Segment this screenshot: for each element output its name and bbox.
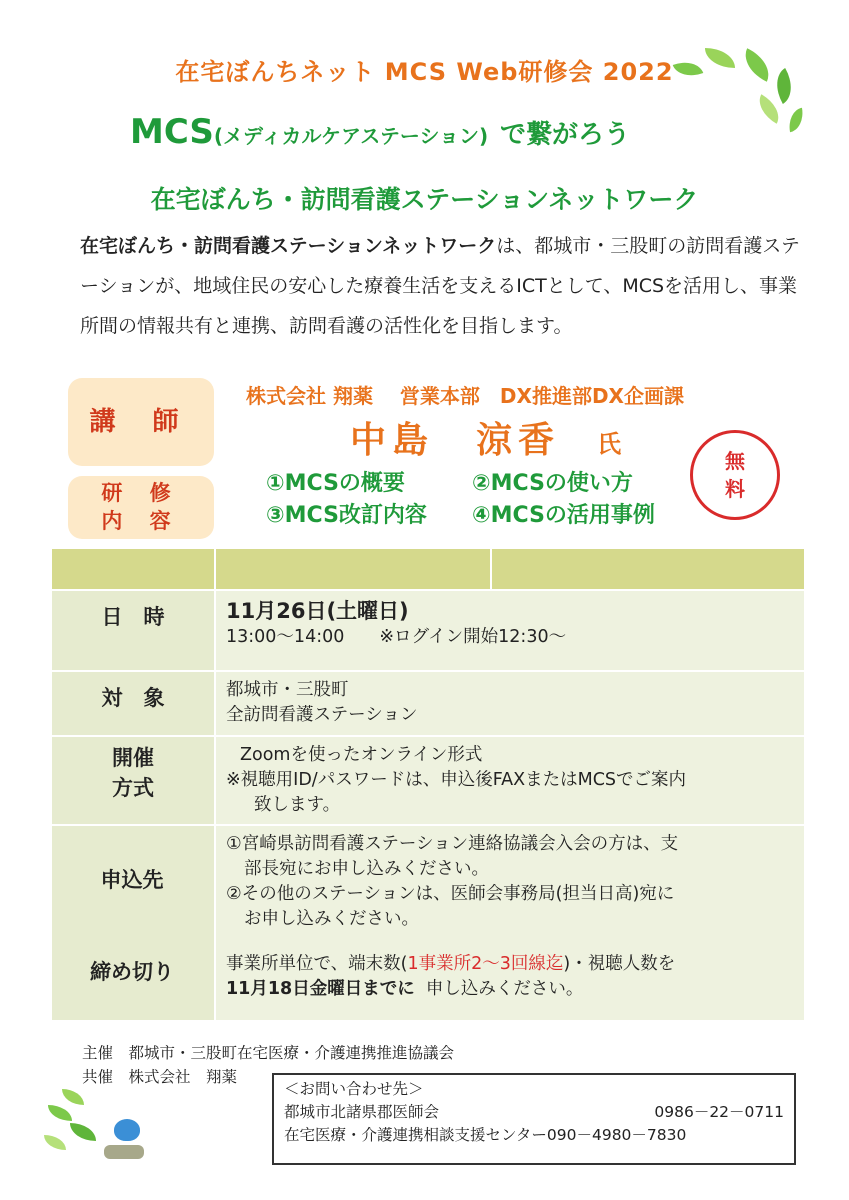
contact-tel-2: 090－4980－7830 <box>546 1126 687 1144</box>
free-badge <box>690 430 780 520</box>
table-header-row <box>51 548 805 590</box>
network-title: 在宅ぼんち・訪問看護ステーションネットワーク <box>150 185 699 214</box>
info-table <box>50 547 806 1022</box>
deadline-red: 1事業所2～3回線迄 <box>407 954 564 974</box>
cosponsor: 共催 株式会社 翔薬 <box>82 1068 238 1086</box>
lecturer-label: 講 師 <box>68 378 214 466</box>
method-line1: Zoomを使ったオンライン形式 <box>240 745 483 765</box>
training-label-line1: 研 修 <box>101 481 181 505</box>
method-value <box>215 736 805 825</box>
apply-line2: 部長宛にお申し込みください。 <box>244 859 489 879</box>
table-row-datetime <box>51 590 805 671</box>
deadline-label: 締め切り <box>90 960 174 984</box>
topic-4: ④MCSの活用事例 <box>472 503 655 528</box>
table-row-method <box>51 736 805 825</box>
free-badge-line1: 無 <box>725 449 745 473</box>
lecturer-suffix: 氏 <box>597 430 622 458</box>
topic-2: ②MCSの使い方 <box>472 471 633 496</box>
apply-line1: ①宮崎県訪問看護ステーション連絡協議会入会の方は、支 <box>226 834 679 854</box>
organizer: 主催 都城市・三股町在宅医療・介護連携推進協議会 <box>82 1044 455 1062</box>
lecturer-company: 株式会社 翔薬 営業本部 DX推進部DX企画課 <box>246 384 684 408</box>
method-label-line2: 方式 <box>112 776 154 800</box>
contact-heading: ＜お問い合わせ先＞ <box>284 1080 424 1098</box>
mcs-title: MCS <box>130 112 214 152</box>
apply-value <box>215 825 805 1021</box>
event-time: 13:00～14:00 ※ログイン開始12:30～ <box>226 627 567 647</box>
target-line1: 都城市・三股町 <box>226 680 349 700</box>
topic-3: ③MCS改訂内容 <box>266 503 427 528</box>
contact-tel-1: 0986－22－0711 <box>654 1103 784 1121</box>
table-header-cell <box>491 548 805 590</box>
table-header-cell <box>215 548 491 590</box>
deadline-bold: 11月18日金曜日までに <box>226 979 415 999</box>
mcs-paren: (メディカルケアステーション) <box>213 124 489 148</box>
slogan: で繋がろう <box>500 120 631 150</box>
apply-line4: お申し込みください。 <box>244 909 419 929</box>
topic-1: ①MCSの概要 <box>266 471 405 496</box>
table-row-apply <box>51 825 805 1021</box>
contact-org-2: 在宅医療・介護連携相談支援センター <box>284 1126 547 1144</box>
deadline-pre: 事業所単位で、端末数( <box>226 954 408 974</box>
datetime-label: 日 時 <box>51 590 215 671</box>
bird-plant-decoration <box>40 1085 160 1165</box>
deadline-line2 <box>226 977 794 1002</box>
contact-box <box>272 1073 796 1165</box>
training-label <box>68 476 214 539</box>
intro-paragraph <box>80 226 800 346</box>
apply-label: 申込先 <box>100 868 164 892</box>
contact-row-2 <box>284 1124 784 1147</box>
stump-icon <box>104 1145 144 1159</box>
intro-bold: 在宅ぼんち・訪問看護ステーションネットワーク <box>80 235 497 257</box>
deadline-end: 申し込みください。 <box>425 979 584 999</box>
contact-org-1: 都城市北諸県郡医師会 <box>284 1103 440 1121</box>
event-title: 在宅ぼんちネット MCS Web研修会 2022 <box>175 58 674 86</box>
lecturer-name <box>350 412 621 463</box>
target-line2: 全訪問看護ステーション <box>226 705 418 725</box>
target-value <box>215 671 805 736</box>
method-line3: 致します。 <box>254 795 341 815</box>
free-badge-line2: 料 <box>725 477 745 501</box>
apply-line3: ②その他のステーションは、医師会事務局(担当日高)宛に <box>226 884 675 904</box>
training-label-line2: 内 容 <box>101 509 181 533</box>
bird-icon <box>114 1119 140 1141</box>
method-label <box>51 736 215 825</box>
datetime-value <box>215 590 805 671</box>
table-row-target <box>51 671 805 736</box>
lecturer-name-text: 中島 涼香 <box>350 420 561 461</box>
target-label: 対 象 <box>51 671 215 736</box>
contact-row-1 <box>284 1101 784 1124</box>
method-line2: ※視聴用ID/パスワードは、申込後FAXまたはMCSでご案内 <box>226 770 687 790</box>
table-header-cell <box>51 548 215 590</box>
event-date: 11月26日(土曜日) <box>226 599 409 623</box>
deadline-line1 <box>226 952 794 977</box>
intro-text: は、都城市・三股町の訪問看護ステーションが、地域住民の安心した療養生活を支えるICTとして、MCSを活用し、事業所間の情報共有と連携、訪問看護の活性化を目指します。 <box>80 235 800 337</box>
main-title <box>130 112 630 152</box>
apply-label-cell <box>51 825 215 1021</box>
deadline-post: )・視聴人数を <box>563 954 676 974</box>
method-label-line1: 開催 <box>112 746 154 770</box>
